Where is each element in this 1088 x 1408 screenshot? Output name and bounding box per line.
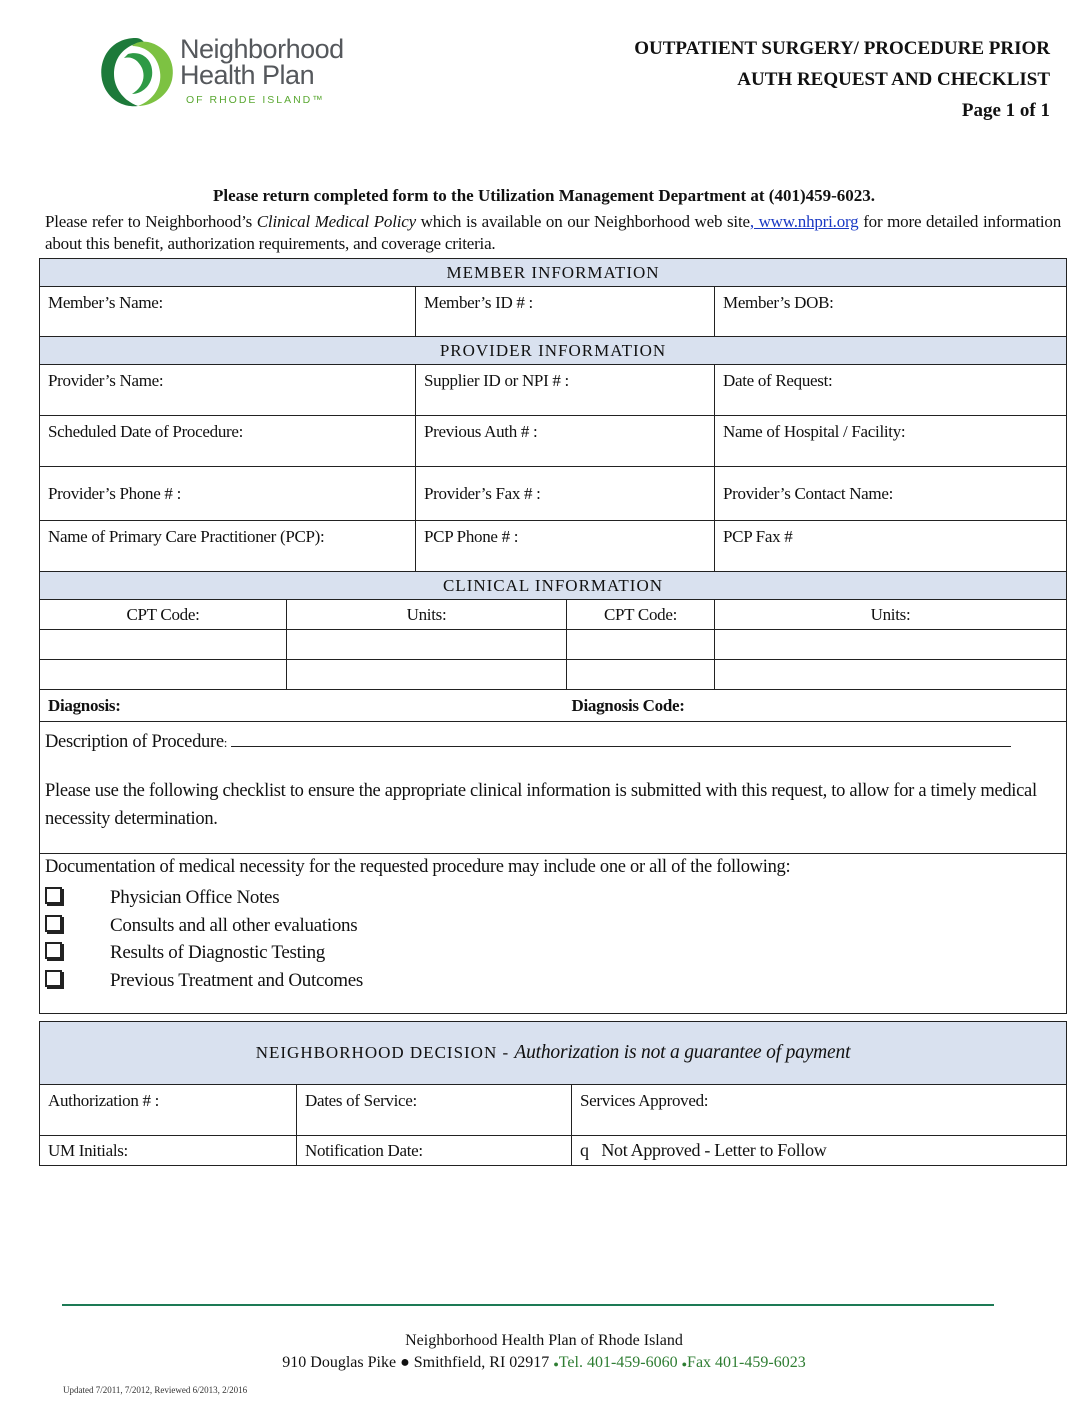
documentation-intro: Documentation of medical necessity for the requested procedure may include one or all of the following:	[45, 857, 791, 877]
scheduled-date-field[interactable]: Scheduled Date of Procedure:	[40, 416, 416, 467]
footer-fax: Fax 401-459-6023	[687, 1354, 806, 1371]
cpt-code-cell[interactable]	[40, 630, 287, 660]
footer-address	[0, 1354, 1088, 1372]
bullet-icon: ●	[553, 1359, 559, 1369]
member-id-field[interactable]: Member’s ID # :	[416, 287, 715, 337]
checkbox-icon[interactable]	[45, 915, 62, 932]
checklist-item[interactable]: Results of Diagnostic Testing	[45, 939, 1060, 967]
procedure-description-block	[40, 722, 1067, 854]
footer-org: Neighborhood Health Plan of Rhode Island	[405, 1332, 683, 1349]
units-header-1: Units:	[287, 600, 567, 630]
form-title	[634, 33, 1050, 126]
units-cell[interactable]	[287, 630, 567, 660]
procedure-description-line[interactable]	[231, 732, 1011, 747]
title-line1: OUTPATIENT SURGERY/ PROCEDURE PRIOR	[634, 38, 1050, 59]
not-approved-option[interactable]	[572, 1136, 1067, 1166]
footer-city: Smithfield, RI 02917	[413, 1354, 550, 1371]
pcp-fax-field[interactable]: PCP Fax #	[715, 521, 1067, 572]
provider-info-header: PROVIDER INFORMATION	[40, 337, 1067, 365]
bullet-icon: ●	[400, 1354, 410, 1371]
member-info-header: MEMBER INFORMATION	[40, 259, 1067, 287]
services-approved-field[interactable]: Services Approved:	[572, 1085, 1067, 1136]
member-dob-field[interactable]: Member’s DOB:	[715, 287, 1067, 337]
checklist-item[interactable]: Consults and all other evaluations	[45, 912, 1060, 940]
checkbox-icon[interactable]	[45, 887, 62, 904]
decision-header: NEIGHBORHOOD DECISION - Authorization is not a guarantee of payment	[40, 1022, 1067, 1085]
documentation-block	[40, 854, 1067, 1014]
not-approved-checkbox-icon[interactable]: q	[580, 1140, 589, 1160]
notification-date-field[interactable]: Notification Date:	[297, 1136, 572, 1166]
decision-table	[39, 1021, 1067, 1166]
cpt-code-header-1: CPT Code:	[40, 600, 287, 630]
footer-street: 910 Douglas Pike	[282, 1354, 397, 1371]
policy-text-middle: which is available on our Neighborhood web site	[415, 212, 750, 231]
checklist-item[interactable]: Physician Office Notes	[45, 884, 1060, 912]
dates-of-service-field[interactable]: Dates of Service:	[297, 1085, 572, 1136]
checklist-note: Please use the following checklist to ensure the appropriate clinical information is submitted with this request, to allow for a timely medical necessity determination.	[45, 781, 1037, 829]
clinical-info-header: CLINICAL INFORMATION	[40, 572, 1067, 600]
footer-tel: Tel. 401-459-6060	[558, 1354, 678, 1371]
policy-reference	[45, 211, 1061, 255]
page-number: Page 1 of 1	[961, 100, 1050, 121]
authorization-number-field[interactable]: Authorization # :	[40, 1085, 297, 1136]
um-initials-field[interactable]: UM Initials:	[40, 1136, 297, 1166]
not-approved-label: Not Approved - Letter to Follow	[601, 1140, 827, 1160]
units-cell[interactable]	[715, 630, 1067, 660]
policy-text-before: Please refer to Neighborhood’s	[45, 212, 257, 231]
logo-text-line3: OF RHODE ISLAND™	[186, 94, 325, 106]
pcp-name-field[interactable]: Name of Primary Care Practitioner (PCP):	[40, 521, 416, 572]
provider-contact-field[interactable]: Provider’s Contact Name:	[715, 467, 1067, 521]
date-of-request-field[interactable]: Date of Request:	[715, 365, 1067, 416]
units-cell[interactable]	[287, 660, 567, 690]
checkbox-icon[interactable]	[45, 970, 62, 987]
policy-name: Clinical Medical Policy	[256, 212, 416, 231]
bullet-icon: ●	[681, 1359, 688, 1369]
prior-auth-form	[39, 258, 1067, 1014]
cpt-code-cell[interactable]	[567, 660, 715, 690]
policy-text-after: for more detailed information about this benefit, authorization requirements, and coverage criteria.	[45, 212, 1062, 253]
return-instructions: Please return completed form to the Utilization Management Department at (401)459-6023.	[212, 186, 876, 205]
cpt-code-header-2: CPT Code:	[567, 600, 715, 630]
logo-text-line1: Neighborhood	[180, 34, 344, 64]
supplier-id-field[interactable]: Supplier ID or NPI # :	[416, 365, 715, 416]
title-line2: AUTH REQUEST AND CHECKLIST	[737, 69, 1050, 90]
logo-mark-icon	[96, 32, 180, 112]
diagnosis-code-field[interactable]: Diagnosis Code:	[567, 690, 1067, 722]
cpt-code-cell[interactable]	[40, 660, 287, 690]
units-header-2: Units:	[715, 600, 1067, 630]
checklist-item[interactable]: Previous Treatment and Outcomes	[45, 967, 1060, 995]
revision-dates: Updated 7/2011, 7/2012, Reviewed 6/2013, 2/2016	[63, 1385, 248, 1395]
provider-phone-field[interactable]: Provider’s Phone # :	[40, 467, 416, 521]
decision-disclaimer: Authorization is not a guarantee of payment	[514, 1042, 851, 1063]
previous-auth-field[interactable]: Previous Auth # :	[416, 416, 715, 467]
provider-name-field[interactable]: Provider’s Name:	[40, 365, 416, 416]
logo	[96, 32, 396, 112]
checkbox-icon[interactable]	[45, 942, 62, 959]
provider-fax-field[interactable]: Provider’s Fax # :	[416, 467, 715, 521]
cpt-code-cell[interactable]	[567, 630, 715, 660]
footer-divider	[62, 1304, 994, 1306]
hospital-facility-field[interactable]: Name of Hospital / Facility:	[715, 416, 1067, 467]
procedure-description-label: Description of Procedure	[45, 732, 224, 752]
units-cell[interactable]	[715, 660, 1067, 690]
diagnosis-field[interactable]: Diagnosis:	[40, 690, 567, 722]
documentation-checklist	[45, 884, 1060, 994]
website-link[interactable]: , www.nhpri.org	[749, 212, 859, 231]
procedure-description-row[interactable]: Description of Procedure:	[45, 728, 1060, 757]
member-name-field[interactable]: Member’s Name:	[40, 287, 416, 337]
logo-text-line2: Health Plan	[180, 60, 315, 90]
pcp-phone-field[interactable]: PCP Phone # :	[416, 521, 715, 572]
